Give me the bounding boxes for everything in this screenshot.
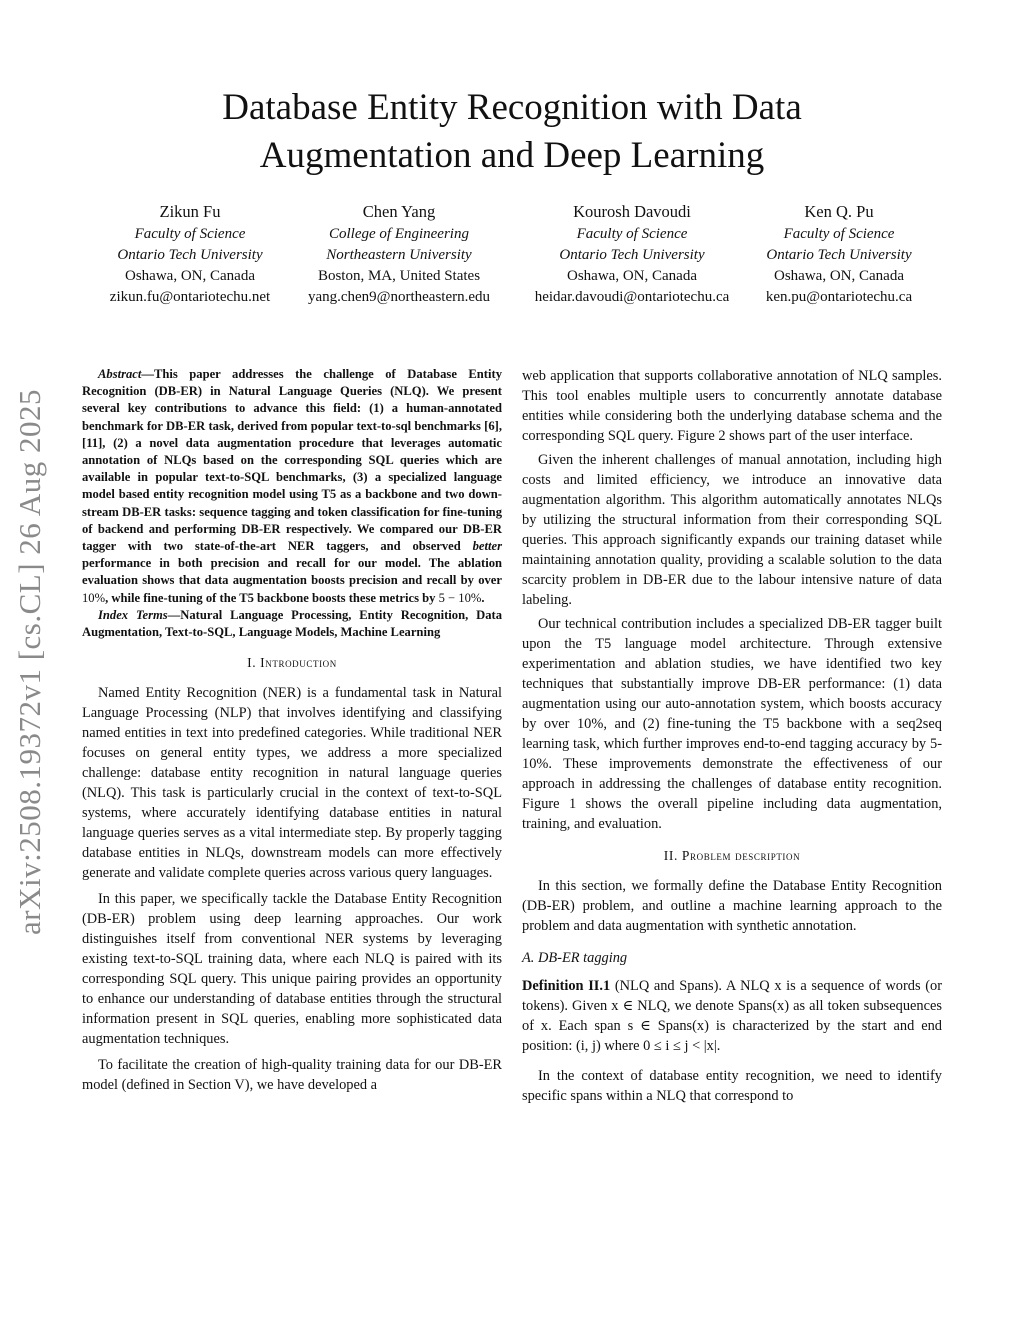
abstract-percent-1: 10% <box>82 590 106 605</box>
right-paragraph-2: Given the inherent challenges of manual annotation, including high costs and limited efficiency, we introduce an innovative data augmentation algorithm. This algorithm automatically annotates NLQs by utilizing the structural information from their corresponding SQL queries. This approach significantly expands our training dataset while maintaining annotation quality, providing a scalable solution to the data scarcity problem in DB-ER due to the labour intensive nature of data labeling. <box>522 452 942 608</box>
author-department: College of Engineering <box>329 226 469 242</box>
definition-title: (NLQ and Spans). <box>610 978 726 994</box>
abstract <box>82 366 502 607</box>
author-department: Faculty of Science <box>576 226 688 242</box>
author-1 <box>100 200 280 308</box>
index-terms <box>82 607 502 641</box>
intro-paragraph-1: Named Entity Recognition (NER) is a fundamental task in Natural Language Processing (NLP) that involves identifying and classifying named entities in text into predefined categories. While traditional NER focuses on general entity types, we address a more specialized challenge: database entity recognition in natural language queries (NLQ). This task is particularly crucial in the context of text-to-SQL systems, where accurately identifying database entities in natural language queries serves as a vital intermediate step. By properly tagging database entities in NLQs, downstream models can more effectively generate and validate complete queries across various query languages. <box>82 685 502 882</box>
author-location: Oshawa, ON, Canada <box>774 268 904 284</box>
abstract-text-1: —This paper addresses the challenge of Database Entity Recognition (DB-ER) in Natural Language Queries (NLQ). We present several key contributions to advance this field: (1) a human-annotated benchmark for DB-ER task, derived from popular text-to-sql benchmarks [6], [11], (2) a novel data augmentation procedure that leverages automatic annotation of NLQs based on the corresponding SQL queries which are available in popular text-to-SQL benchmarks, (3) a specialized language model based entity recognition model using T5 as a backbone and two down-stream DB-ER tasks: sequence tagging and token classification for fine-tuning of backend and performing DB-ER respectively. We compared our DB-ER tagger with two state-of-the-art NER taggers, and observed <box>82 367 502 554</box>
arxiv-identifier-text: arXiv:2508.19372v1 [cs.CL] 26 Aug 2025 <box>12 389 47 935</box>
definition-block <box>522 976 942 1056</box>
index-terms-label: Index Terms <box>98 607 168 622</box>
author-department: Faculty of Science <box>134 226 246 242</box>
definition-label: Definition II.1 <box>522 978 611 994</box>
author-organization: Ontario Tech University <box>117 247 263 263</box>
author-name: Ken Q. Pu <box>804 202 874 221</box>
abstract-percent-2: 5 − 10% <box>438 590 482 605</box>
title-line-2: Augmentation and Deep Learning <box>259 135 765 176</box>
author-email: zikun.fu@ontariotechu.net <box>109 289 271 305</box>
right-paragraph-1: web application that supports collaborative annotation of NLQ samples. This tool enables multiple users to concurrently annotate database entities while considering both the underlying database schema and the corresponding SQL query. Figure 2 shows part of the user interface. <box>522 368 942 444</box>
abstract-text-2: performance in both precision and recall for our model. The ablation evaluation shows that data augmentation boosts precision and recall by over <box>82 556 502 588</box>
abstract-text-4: . <box>481 590 485 605</box>
author-location: Boston, MA, United States <box>317 268 481 284</box>
abstract-label: Abstract <box>98 367 142 381</box>
author-email: heidar.davoudi@ontariotechu.ca <box>534 289 730 305</box>
problem-paragraph-1: In this section, we formally define the Database Entity Recognition (DB-ER) problem, and outline a machine learning approach to the problem and data augmentation with synthetic annotation. <box>522 878 942 934</box>
author-block <box>0 200 1024 310</box>
title-line-1: Database Entity Recognition with Data <box>222 87 802 128</box>
intro-paragraph-2: In this paper, we specifically tackle the Database Entity Recognition (DB-ER) problem using deep learning approaches. Our work distinguishes itself from conventional NER systems by leveraging existing text-to-SQL training data, where each NLQ is paired with its corresponding SQL query. This unique pairing provides an opportunity to enhance our understanding of database entities through the structural information present in SQL queries, enabling more sophisticated data augmentation techniques. <box>82 891 502 1048</box>
author-2 <box>296 200 502 308</box>
author-organization: Northeastern University <box>326 247 472 263</box>
definition-body: A NLQ x is a sequence of words (or tokens). Given x ∈ NLQ, we denote Spans(x) as all token subsequences of x. Each span s ∈ Spans(x) is characterized by the start and end position: (i, j) where 0 ≤ i ≤ j < |x|. <box>522 978 942 1054</box>
author-name: Chen Yang <box>362 202 436 221</box>
index-terms-text: —Natural Language Processing, Entity Recognition, Data Augmentation, Text-to-SQL, Language Models, Machine Learning <box>82 607 502 640</box>
right-paragraph-4: In the context of database entity recognition, we need to identify specific spans within a NLQ that correspond to <box>522 1068 942 1104</box>
author-4 <box>755 200 923 308</box>
abstract-text-3: , while fine-tuning of the T5 backbone boosts these metrics by <box>105 590 439 605</box>
subsection-heading-dber: A. DB-ER tagging <box>522 950 628 966</box>
author-department: Faculty of Science <box>783 226 895 242</box>
intro-paragraph-3: To facilitate the creation of high-quality training data for our DB-ER model (defined in Section V), we have developed a <box>82 1057 502 1094</box>
author-location: Oshawa, ON, Canada <box>125 268 255 284</box>
abstract-emphasis: better <box>472 539 502 554</box>
author-3 <box>522 200 742 308</box>
section-heading-introduction: I. Introduction <box>247 655 337 671</box>
arxiv-identifier-stamp <box>0 368 60 956</box>
author-email: ken.pu@ontariotechu.ca <box>765 289 913 305</box>
author-organization: Ontario Tech University <box>559 247 705 263</box>
author-organization: Ontario Tech University <box>766 247 912 263</box>
author-name: Zikun Fu <box>159 202 221 221</box>
author-location: Oshawa, ON, Canada <box>567 268 697 284</box>
right-column <box>522 366 942 1106</box>
author-email: yang.chen9@northeastern.edu <box>307 289 491 305</box>
left-column <box>82 366 502 1095</box>
author-name: Kourosh Davoudi <box>573 202 691 221</box>
paper-title <box>100 84 924 180</box>
right-paragraph-3: Our technical contribution includes a specialized DB-ER tagger built upon the T5 language model architecture. Through extensive experimentation and ablation studies, we have identified two key techniques that substantially improve DB-ER performance: (1) data augmentation using our auto-annotation system, which boosts accuracy by over 10%, and (2) fine-tuning the T5 backbone with a seq2seq learning task, which further improves end-to-end tagging accuracy by 5-10%. These improvements demonstrate the effectiveness of our approach in addressing the challenges of database entity recognition. Figure 1 shows the overall pipeline including data augmentation, training, and evaluation. <box>522 616 942 832</box>
section-heading-problem: II. Problem description <box>663 848 801 863</box>
